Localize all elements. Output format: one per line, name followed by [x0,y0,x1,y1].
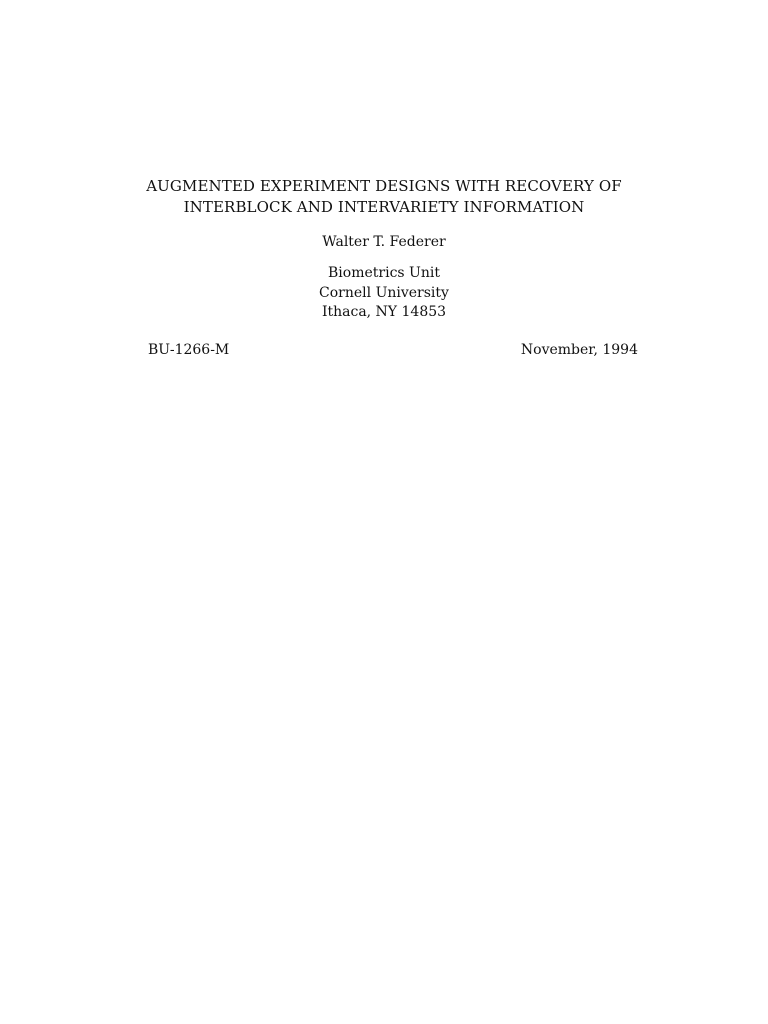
paper-title [0,176,768,218]
affiliation-university: Cornell University [319,284,449,301]
affiliation-location: Ithaca, NY 14853 [321,304,447,320]
paper-title-line-1: AUGMENTED EXPERIMENT DESIGNS WITH RECOVERY OF [146,177,622,195]
affiliation-block [0,264,768,323]
affiliation-unit: Biometrics Unit [328,265,440,281]
report-number: BU-1266-M [148,342,230,358]
report-date: November, 1994 [520,342,638,358]
author-name: Walter T. Federer [322,234,446,250]
paper-title-line-2: INTERBLOCK AND INTERVARIETY INFORMATION [183,198,585,216]
